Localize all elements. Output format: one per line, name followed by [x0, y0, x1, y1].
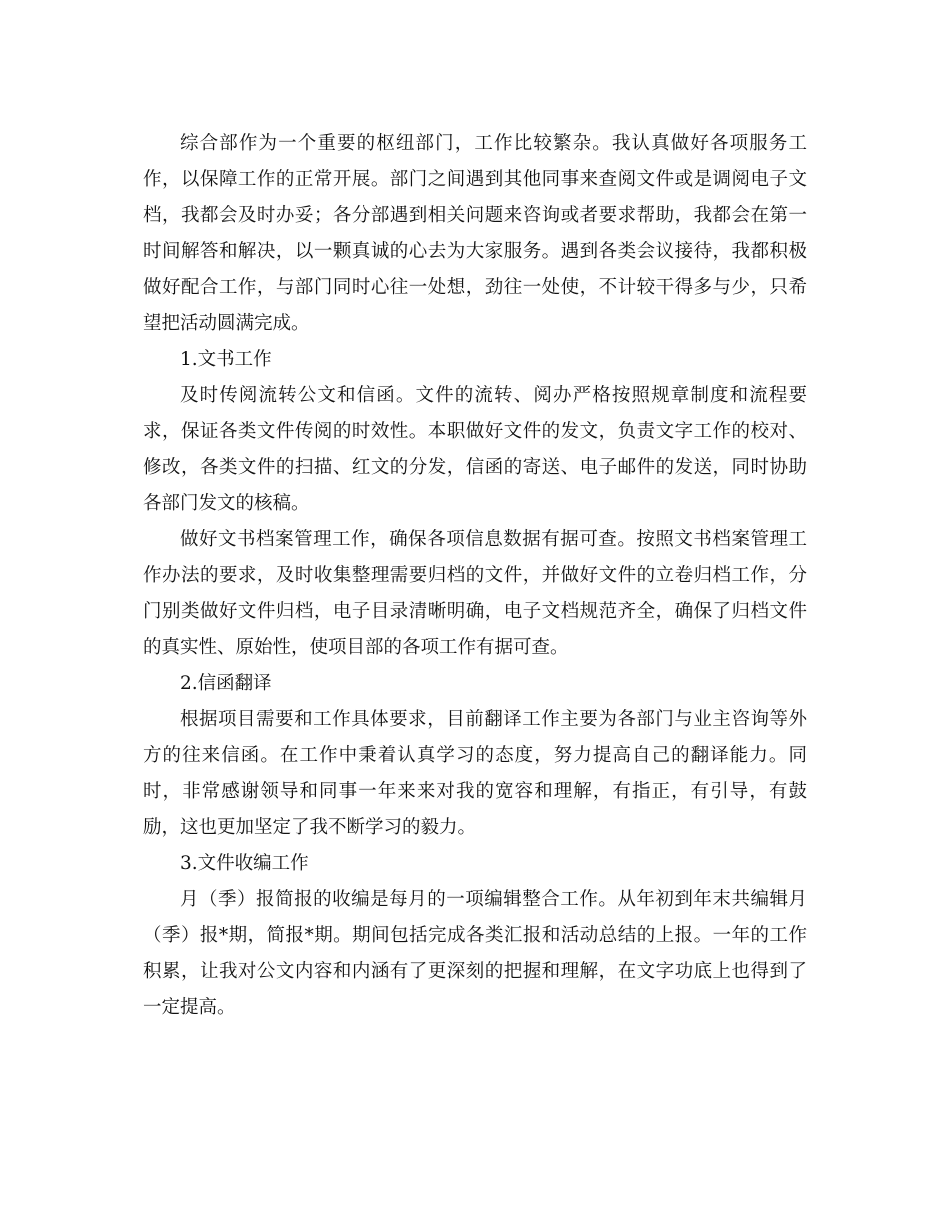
document-page [143, 126, 807, 1026]
section-heading-file-compilation: 3.文件收编工作 [180, 853, 309, 874]
paragraph-translation: 根据项目需要和工作具体要求，目前翻译工作主要为各部门与业主咨询等外方的往来信函。在工作中秉着认真学习的态度，努力提高自己的翻译能力。同时，非常感谢领导和同事一年来来对我的宽容和理解，有指正，有引导，有鼓励，这也更加坚定了我不断学习的毅力。 [143, 709, 807, 838]
paragraph-intro: 综合部作为一个重要的枢纽部门，工作比较繁杂。我认真做好各项服务工作，以保障工作的正常开展。部门之间遇到其他同事来查阅文件或是调阅电子文档，我都会及时办妥；各分部遇到相关问题来咨询或者要求帮助，我都会在第一时间解答和解决，以一颗真诚的心去为大家服务。遇到各类会议接待，我都积极做好配合工作，与部门同时心往一处想，劲往一处使，不计较干得多与少，只希望把活动圆满完成。 [143, 133, 807, 334]
paragraph-archive-management: 做好文书档案管理工作，确保各项信息数据有据可查。按照文书档案管理工作办法的要求，及时收集整理需要归档的文件，并做好文件的立卷归档工作，分门别类做好文件归档，电子目录清晰明确，电子文档规范齐全，确保了归档文件的真实性、原始性，使项目部的各项工作有据可查。 [143, 529, 807, 658]
section-heading-document-work: 1.文书工作 [180, 349, 272, 370]
paragraph-report-compilation: 月（季）报简报的收编是每月的一项编辑整合工作。从年初到年末共编辑月（季）报*期，简报*期。期间包括完成各类汇报和活动总结的上报。一年的工作积累，让我对公文内容和内涵有了更深刻的把握和理解，在文字功底上也得到了一定提高。 [143, 889, 807, 1018]
paragraph-document-circulation: 及时传阅流转公文和信函。文件的流转、阅办严格按照规章制度和流程要求，保证各类文件传阅的时效性。本职做好文件的发文，负责文字工作的校对、修改，各类文件的扫描、红文的分发，信函的寄送、电子邮件的发送，同时协助各部门发文的核稿。 [143, 385, 807, 514]
section-heading-letter-translation: 2.信函翻译 [180, 673, 272, 694]
